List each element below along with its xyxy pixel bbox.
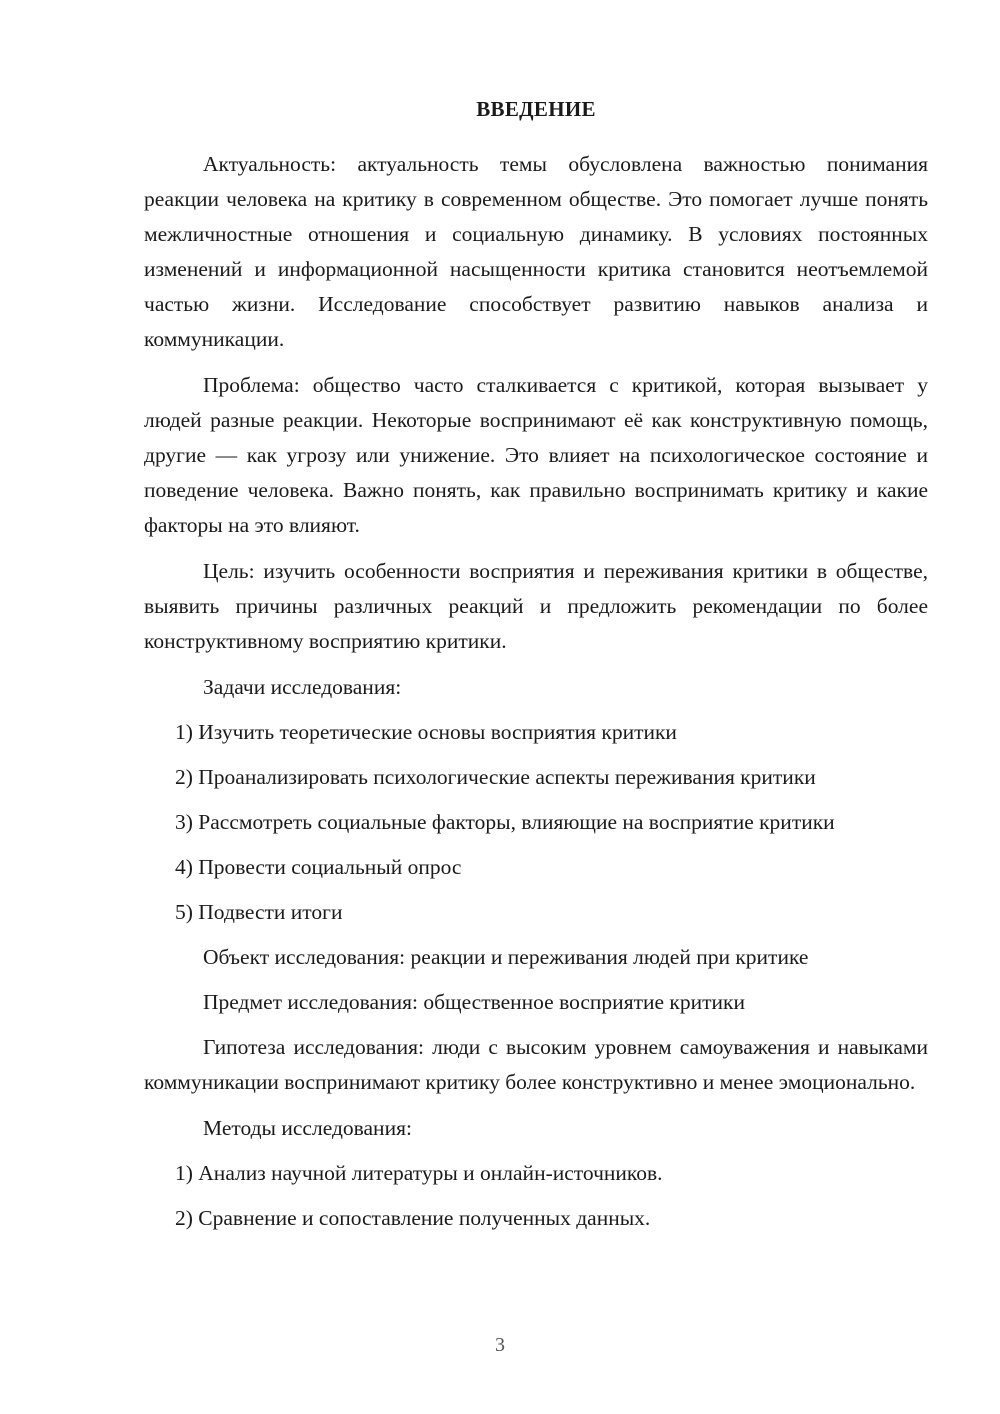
method-item: 2) Сравнение и сопоставление полученных данных. — [175, 1206, 651, 1230]
task-item: 2) Проанализировать психологические аспекты переживания критики — [175, 765, 816, 789]
methods-heading: Методы исследования: — [203, 1116, 412, 1140]
task-item: 5) Подвести итоги — [175, 900, 343, 924]
hypothesis-paragraph: Гипотеза исследования: люди с высоким уровнем самоуважения и навыками коммуникации воспринимают критику более конструктивно и менее эмоционально. — [144, 1035, 928, 1094]
method-item: 1) Анализ научной литературы и онлайн-источников. — [175, 1161, 663, 1185]
tasks-heading: Задачи исследования: — [203, 675, 402, 699]
task-item: 4) Провести социальный опрос — [175, 855, 462, 879]
problem-paragraph: Проблема: общество часто сталкивается с критикой, которая вызывает у людей разные реакции. Некоторые воспринимают её как конструктивную помощь, другие — как угрозу или унижение. Это влияет на психологическое состояние и поведение человека. Важно понять, как правильно воспринимать критику и какие факторы на это влияют. — [144, 373, 928, 537]
relevance-paragraph: Актуальность: актуальность темы обусловлена важностью понимания реакции человека на критику в современном обществе. Это помогает лучше понять межличностные отношения и социальную динамику. В условиях постоянных изменений и информационной насыщенности критика становится неотъемлемой частью жизни. Исследование способствует развитию навыков анализа и коммуникации. — [144, 152, 928, 351]
page-number: 3 — [495, 1334, 505, 1356]
task-item: 3) Рассмотреть социальные факторы, влияющие на восприятие критики — [175, 810, 835, 834]
object-line: Объект исследования: реакции и переживания людей при критике — [203, 945, 809, 969]
goal-paragraph: Цель: изучить особенности восприятия и переживания критики в обществе, выявить причины различных реакций и предложить рекомендации по более конструктивному восприятию критики. — [144, 559, 928, 653]
task-item: 1) Изучить теоретические основы восприятия критики — [175, 720, 677, 744]
document-page — [144, 92, 928, 1236]
section-title: ВВЕДЕНИЕ — [476, 97, 596, 121]
subject-line: Предмет исследования: общественное восприятие критики — [203, 990, 745, 1014]
